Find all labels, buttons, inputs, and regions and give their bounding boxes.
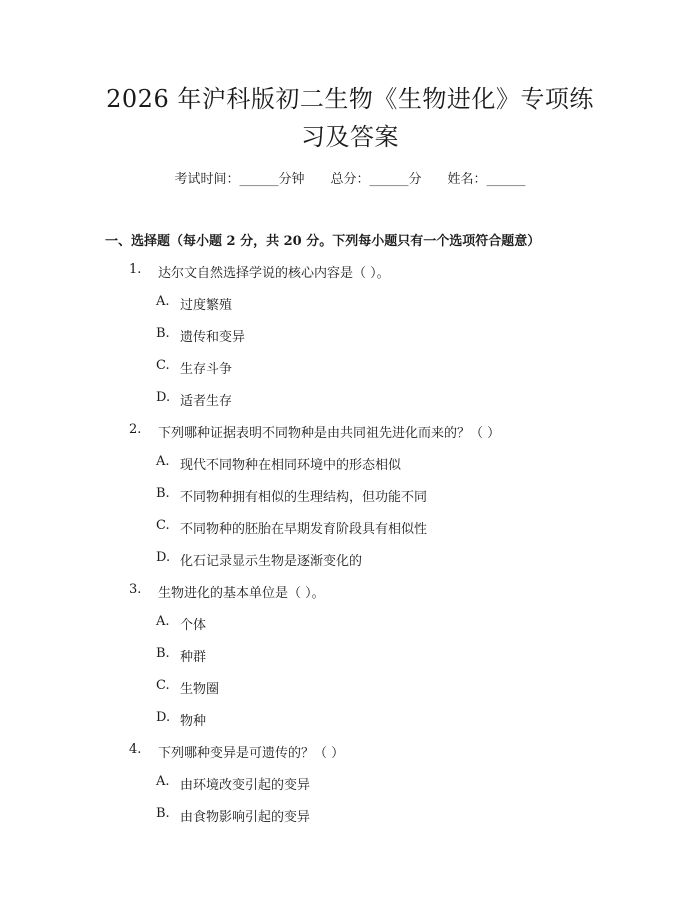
option-letter: B. xyxy=(156,486,170,501)
option-letter: C. xyxy=(156,358,170,373)
title-line-1: 2026 年沪科版初二生物《生物进化》专项练 xyxy=(106,85,594,113)
question-number: 4. xyxy=(129,742,142,757)
option-letter: B. xyxy=(156,646,170,661)
question-text: 下列哪种变异是可遗传的？（ ） xyxy=(158,746,345,761)
option-text: 物种 xyxy=(180,714,207,729)
title-line-2: 习及答案 xyxy=(301,123,399,151)
option-text: 由食物影响引起的变异 xyxy=(180,810,311,825)
option-letter: D. xyxy=(156,390,171,405)
option-text: 化石记录显示生物是逐渐变化的 xyxy=(180,554,363,569)
student-name: 姓名：______ xyxy=(447,172,526,187)
option-text: 不同物种拥有相似的生理结构，但功能不同 xyxy=(180,490,428,505)
option-letter: D. xyxy=(156,550,171,565)
option-text: 遗传和变异 xyxy=(180,330,246,345)
question-number: 3. xyxy=(129,582,142,597)
question-text: 下列哪种证据表明不同物种是由共同祖先进化而来的？（ ） xyxy=(158,426,501,441)
question-text: 达尔文自然选择学说的核心内容是（ ）。 xyxy=(158,266,390,281)
total-score: 总分：______分 xyxy=(330,172,422,187)
option-text: 不同物种的胚胎在早期发育阶段具有相似性 xyxy=(180,522,428,537)
document-title xyxy=(60,80,640,156)
option-letter: A. xyxy=(156,774,170,789)
option-text: 现代不同物种在相同环境中的形态相似 xyxy=(180,458,402,473)
option-text: 生物圈 xyxy=(180,682,220,697)
option-letter: A. xyxy=(156,454,170,469)
option-text: 过度繁殖 xyxy=(180,298,233,313)
exam-time: 考试时间：______分钟 xyxy=(174,172,305,187)
option-letter: B. xyxy=(156,326,170,341)
section-heading: 一、选择题（每小题 2 分，共 20 分。下列每小题只有一个选项符合题意） xyxy=(105,234,541,249)
question-number: 2. xyxy=(129,422,142,437)
option-text: 由环境改变引起的变异 xyxy=(180,778,311,793)
option-letter: C. xyxy=(156,678,170,693)
option-letter: B. xyxy=(156,806,170,821)
option-letter: D. xyxy=(156,710,171,725)
question-number: 1. xyxy=(129,262,142,277)
option-letter: A. xyxy=(156,614,170,629)
option-text: 种群 xyxy=(180,650,207,665)
option-letter: A. xyxy=(156,294,170,309)
option-text: 个体 xyxy=(180,618,207,633)
exam-info xyxy=(0,168,700,187)
option-text: 生存斗争 xyxy=(180,362,233,377)
question-text: 生物进化的基本单位是（ ）。 xyxy=(158,586,325,601)
option-letter: C. xyxy=(156,518,170,533)
option-text: 适者生存 xyxy=(180,394,233,409)
